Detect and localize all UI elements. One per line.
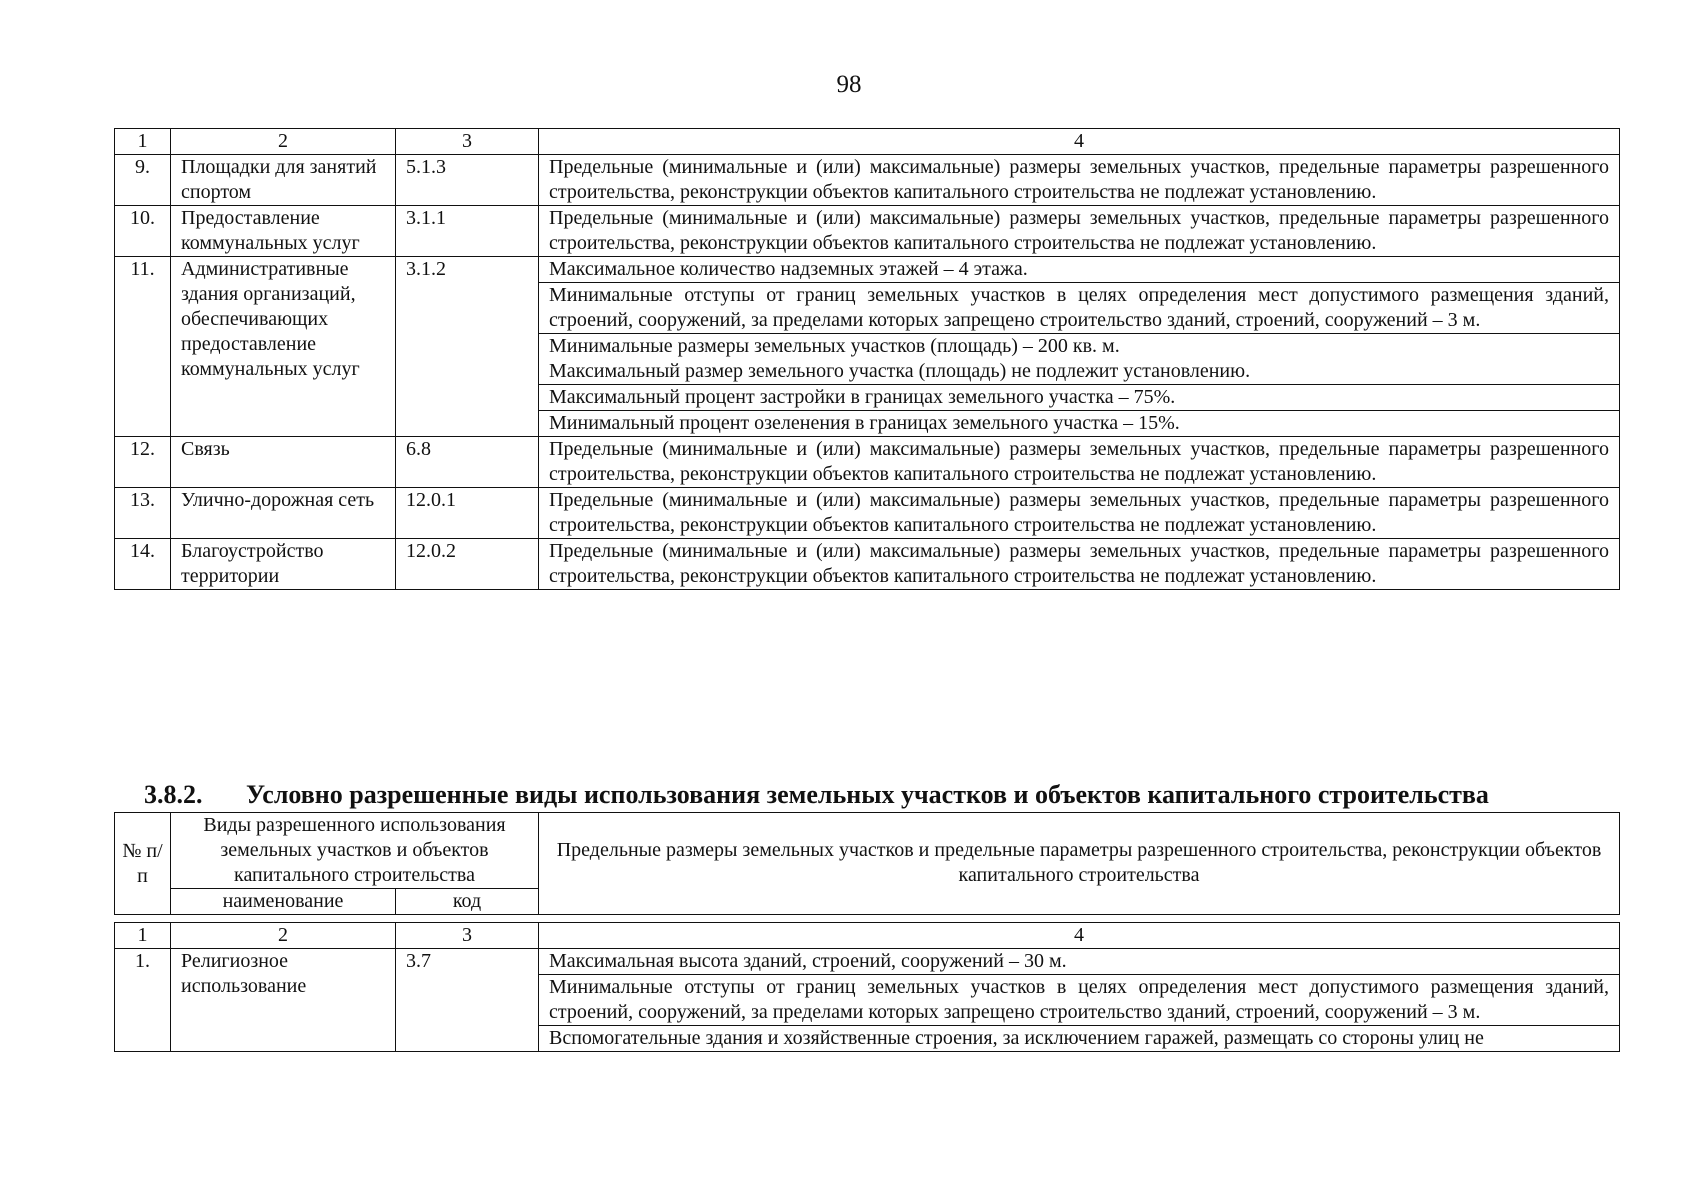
column-number-3: 3 — [396, 923, 539, 949]
column-number-1: 1 — [115, 923, 171, 949]
parameter-text: Предельные (минимальные и (или) максимальные) размеры земельных участков, предельные параметры разрешенного строительства, реконструкции объектов капитального строительства не подлежат установлению. — [539, 206, 1620, 257]
use-name: Связь — [171, 437, 396, 488]
conditional-uses-header-table — [114, 812, 1620, 915]
parameter-text: Предельные (минимальные и (или) максимальные) размеры земельных участков, предельные параметры разрешенного строительства, реконструкции объектов капитального строительства не подлежат установлению. — [539, 488, 1620, 539]
parameter-text: Предельные (минимальные и (или) максимальные) размеры земельных участков, предельные параметры разрешенного строительства, реконструкции объектов капитального строительства не подлежат установлению. — [539, 437, 1620, 488]
page-number: 98 — [836, 71, 862, 98]
column-number-2: 2 — [171, 129, 396, 155]
use-name: Благоустройство территории — [171, 539, 396, 590]
conditional-uses-table — [114, 922, 1620, 1052]
section-heading — [144, 779, 1624, 811]
column-number-4: 4 — [539, 923, 1620, 949]
header-num-label: № п/п — [115, 813, 171, 915]
column-number-row — [115, 129, 1620, 155]
table-row — [115, 155, 1620, 206]
parameter-text: Предельные (минимальные и (или) максимальные) размеры земельных участков, предельные параметры разрешенного строительства, реконструкции объектов капитального строительства не подлежат установлению. — [539, 539, 1620, 590]
parameter-text: Минимальные отступы от границ земельных участков в целях определения мест допустимого размещения зданий, строений, сооружений, за пределами которых запрещено строительство зданий, строений, сооружений – 3 м. — [539, 975, 1620, 1026]
use-name: Предоставление коммунальных услуг — [171, 206, 396, 257]
parameter-text: Максимальный процент застройки в границах земельного участка – 75%. — [539, 385, 1620, 411]
row-number: 9. — [115, 155, 171, 206]
header-code-label: код — [396, 889, 539, 915]
parameter-text: Минимальный процент озеленения в границах земельного участка – 15%. — [539, 411, 1620, 437]
row-number: 12. — [115, 437, 171, 488]
column-number-1: 1 — [115, 129, 171, 155]
use-code: 3.1.2 — [396, 257, 539, 437]
permitted-uses-table — [114, 128, 1620, 590]
row-number: 14. — [115, 539, 171, 590]
header-params-label: Предельные размеры земельных участков и предельные параметры разрешенного строительства, реконструкции объектов капитального строительства — [539, 813, 1620, 915]
table-row — [115, 206, 1620, 257]
use-code: 12.0.2 — [396, 539, 539, 590]
parameter-text: Максимальная высота зданий, строений, сооружений – 30 м. — [539, 949, 1620, 975]
use-code: 3.7 — [396, 949, 539, 1052]
column-number-2: 2 — [171, 923, 396, 949]
parameter-text: Вспомогательные здания и хозяйственные строения, за исключением гаражей, размещать со стороны улиц не — [539, 1026, 1620, 1052]
row-number: 10. — [115, 206, 171, 257]
parameter-text: Максимальное количество надземных этажей – 4 этажа. — [539, 257, 1620, 283]
table-row — [115, 949, 1620, 975]
parameter-text: Предельные (минимальные и (или) максимальные) размеры земельных участков, предельные параметры разрешенного строительства, реконструкции объектов капитального строительства не подлежат установлению. — [539, 155, 1620, 206]
table-row — [115, 539, 1620, 590]
column-number-3: 3 — [396, 129, 539, 155]
table-row — [115, 437, 1620, 488]
header-kinds-label: Виды разрешенного использования земельных участков и объектов капитального строительства — [171, 813, 539, 889]
use-name: Площадки для занятий спортом — [171, 155, 396, 206]
table-row — [115, 257, 1620, 283]
table-row — [115, 488, 1620, 539]
column-number-4: 4 — [539, 129, 1620, 155]
column-number-row — [115, 923, 1620, 949]
use-code: 5.1.3 — [396, 155, 539, 206]
use-name: Административные здания организаций, обеспечивающих предоставление коммунальных услуг — [171, 257, 396, 437]
section-number: 3.8.2. — [144, 780, 203, 809]
row-number: 13. — [115, 488, 171, 539]
row-number: 1. — [115, 949, 171, 1052]
use-code: 3.1.1 — [396, 206, 539, 257]
parameter-text: Минимальные отступы от границ земельных участков в целях определения мест допустимого размещения зданий, строений, сооружений, за пределами которых запрещено строительство зданий, строений, сооружений – 3 м. — [539, 283, 1620, 334]
row-number: 11. — [115, 257, 171, 437]
use-name: Улично-дорожная сеть — [171, 488, 396, 539]
header-name-label: наименование — [171, 889, 396, 915]
use-code: 12.0.1 — [396, 488, 539, 539]
section-title: Условно разрешенные виды использования земельных участков и объектов капитального строительства — [246, 780, 1489, 809]
use-name: Религиозное использование — [171, 949, 396, 1052]
parameter-text: Минимальные размеры земельных участков (площадь) – 200 кв. м. Максимальный размер земельного участка (площадь) не подлежит установлению. — [539, 334, 1620, 385]
use-code: 6.8 — [396, 437, 539, 488]
